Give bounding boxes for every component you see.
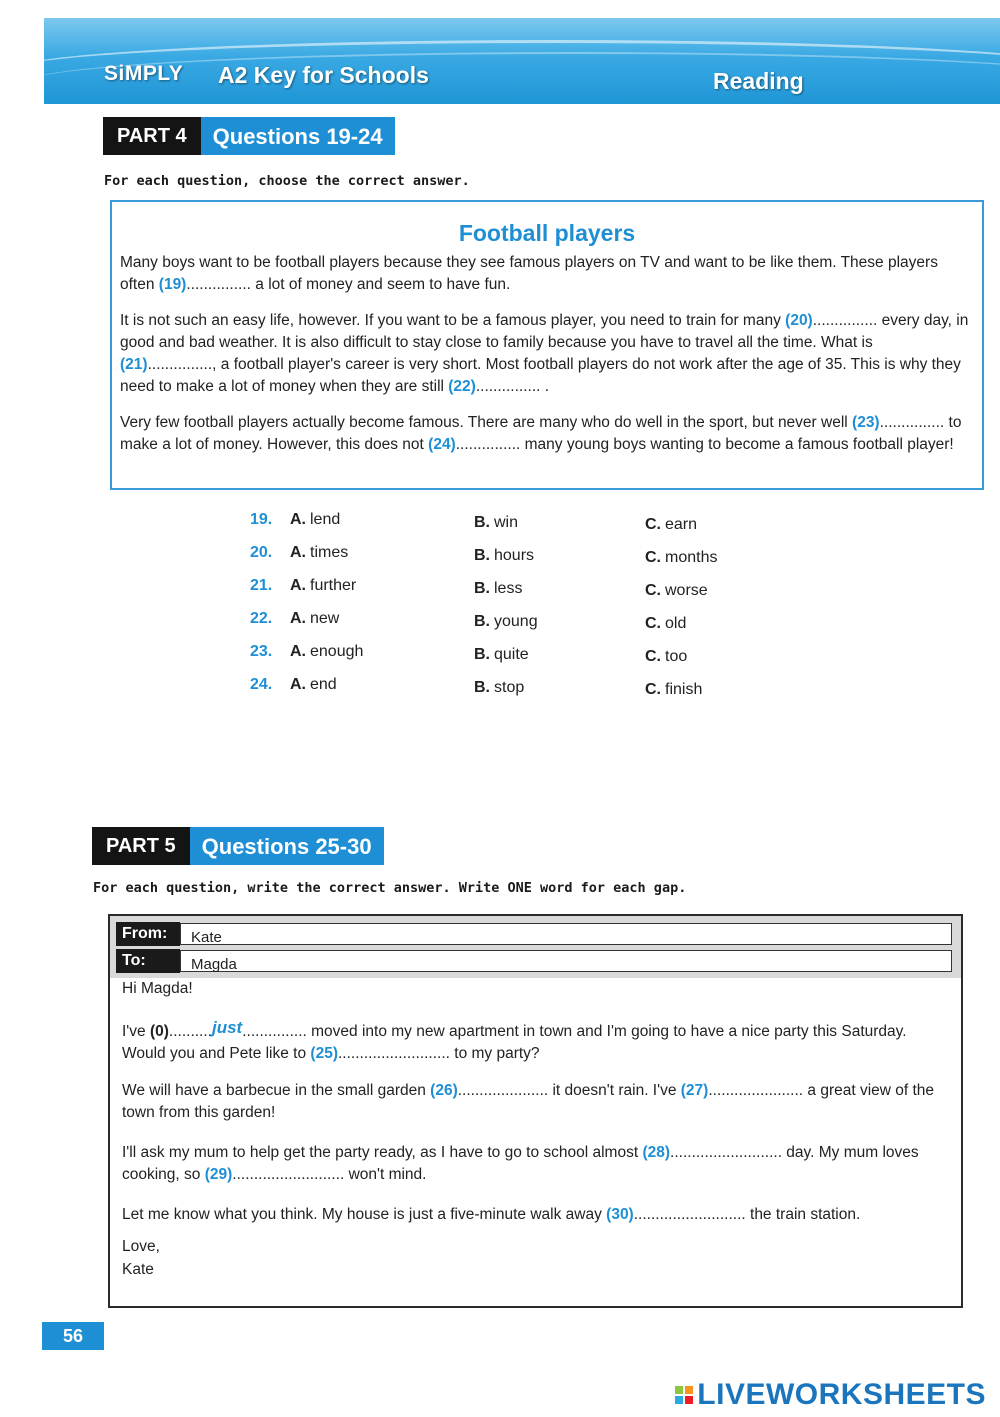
option-letter: A. [290,511,306,528]
answer-row [250,610,770,638]
option-b[interactable] [474,580,522,598]
option-b[interactable] [474,547,534,565]
part4-instruction: For each question, choose the correct answer. [104,173,470,189]
option-text: worse [665,582,708,599]
option-a[interactable] [290,643,363,661]
option-letter: C. [645,615,661,632]
gap-26[interactable]: (26) [430,1082,458,1099]
option-b[interactable] [474,646,529,664]
text-run: ..............., a football player's career is very short. Most football players do not work after the age of 35. This is why they need to make a lot of money when they are still [120,356,961,395]
answer-row [250,511,770,539]
text-run: ............... many young boys wanting to become a famous football player! [455,436,954,453]
option-letter: A. [290,643,306,660]
gap-24[interactable]: (24) [428,436,456,453]
option-text: too [665,648,688,665]
option-letter: A. [290,577,306,594]
text-run: ............... every day, in good and bad weather. It is also difficult to stay close to family because you have to travel all the time. What is [120,312,969,351]
answer-row [250,643,770,671]
text-run: ...................... a great view of the town from this garden! [122,1082,935,1121]
option-text: quite [494,646,529,663]
gap-19[interactable]: (19) [158,276,187,293]
gap-0: (0) [149,1023,169,1040]
question-number: 22. [250,610,273,627]
text-run: .......................... the train station. [633,1206,861,1223]
part4-heading [103,117,395,155]
text-run: .......... [168,1023,212,1040]
option-text: finish [665,681,703,698]
reading-text-box [110,200,984,490]
text-run: We will have a barbecue in the small garden [122,1082,431,1099]
option-text: young [494,613,538,630]
option-text: lend [310,511,341,528]
option-letter: A. [290,544,306,561]
part4-questions-label: Questions 19-24 [201,117,395,155]
reading-paragraph-1 [120,252,972,296]
text-run: I'll ask my mum to help get the party ready, as I have to go to school almost [122,1144,643,1161]
answer-row [250,577,770,605]
option-a[interactable] [290,577,356,595]
option-c[interactable] [645,516,697,534]
option-c[interactable] [645,681,702,699]
to-field: Magda [180,950,952,972]
gap-21[interactable]: (21) [120,356,148,373]
option-b[interactable] [474,514,518,532]
option-text: enough [310,643,364,660]
to-row [116,949,952,973]
option-text: less [494,580,523,597]
option-letter: B. [474,613,490,630]
part5-label: PART 5 [92,827,190,865]
option-text: times [310,544,349,561]
option-letter: C. [645,582,661,599]
email-paragraph-4 [122,1204,942,1226]
question-number: 20. [250,544,273,561]
option-text: months [665,549,718,566]
text-run: ............... . [475,378,550,395]
gap-27[interactable]: (27) [680,1082,709,1099]
option-letter: A. [290,676,306,693]
option-letter: B. [474,547,490,564]
from-field: Kate [180,923,952,945]
question-number: 24. [250,676,273,693]
reading-paragraph-2 [120,310,972,398]
reading-paragraph-3 [120,412,972,456]
reading-title: Football players [458,220,636,246]
watermark-text: LIVEWORKSHEETS [697,1378,986,1411]
option-letter: B. [474,514,490,531]
option-letter: B. [474,679,490,696]
from-row [116,922,952,946]
option-a[interactable] [290,676,337,694]
email-greeting: Hi Magda! [122,980,193,997]
text-run: .......................... to my party? [338,1045,540,1062]
part5-questions-label: Questions 25-30 [190,827,384,865]
from-label: From: [116,922,180,946]
text-run: I've [122,1023,150,1040]
option-c[interactable] [645,648,687,666]
option-letter: C. [645,516,661,533]
option-c[interactable] [645,549,717,567]
gap-25[interactable]: (25) [310,1045,338,1062]
part5-instruction: For each question, write the correct answer. Write ONE word for each gap. [93,880,687,896]
gap-30[interactable]: (30) [606,1206,634,1223]
liveworksheets-logo [675,1378,986,1412]
option-b[interactable] [474,679,524,697]
option-text: further [310,577,357,594]
gap-29[interactable]: (29) [204,1166,233,1183]
text-run: Very few football players actually become famous. There are many who do well in the sport, but never well [120,414,853,431]
option-letter: C. [645,681,661,698]
gap-22[interactable]: (22) [448,378,476,395]
email-box [108,914,963,1308]
part4-label: PART 4 [103,117,201,155]
to-label: To: [116,949,180,973]
email-paragraph-3 [122,1142,942,1186]
text-run: Many boys want to be football players because they see famous players on TV and want to be like them. These players often [120,254,938,293]
page-number: 56 [42,1322,104,1350]
question-number: 23. [250,643,273,660]
option-text: hours [494,547,535,564]
option-letter: B. [474,646,490,663]
option-text: stop [494,679,525,696]
text-run: ..................... it doesn't rain. I've [457,1082,681,1099]
series-title: A2 Key for Schools [218,62,429,88]
gap-20[interactable]: (20) [785,312,813,329]
logo-grid-icon [675,1386,693,1404]
option-letter: C. [645,549,661,566]
email-paragraph-1 [122,1020,942,1065]
option-a[interactable] [290,544,348,562]
header-band [44,18,1000,104]
answer-row [250,676,770,704]
question-number: 21. [250,577,273,594]
option-text: new [310,610,340,627]
option-a[interactable] [290,610,339,628]
text-run: Let me know what you think. My house is just a five-minute walk away [122,1206,607,1223]
email-signature: Kate [122,1261,154,1278]
option-a[interactable] [290,511,340,529]
option-letter: C. [645,648,661,665]
option-letter: B. [474,580,490,597]
gap-28[interactable]: (28) [642,1144,671,1161]
option-letter: A. [290,610,306,627]
option-text: end [310,676,337,693]
text-run: ............... moved into my new apartment in town and I'm going to have a nice party this Saturday. Would you and Pete like to [122,1023,907,1062]
option-text: earn [665,516,698,533]
example-answer: just [211,1018,243,1037]
part5-heading [92,827,384,865]
brand-name: SiMPLY [104,62,184,85]
option-c[interactable] [645,582,708,600]
option-b[interactable] [474,613,538,631]
option-text: old [665,615,687,632]
section-title: Reading [713,68,804,94]
answer-row [250,544,770,572]
email-paragraph-2 [122,1080,942,1124]
option-text: win [494,514,519,531]
text-run: .......................... day. My mum loves cooking, so [122,1144,919,1183]
question-number: 19. [250,511,273,528]
gap-23[interactable]: (23) [852,414,880,431]
option-c[interactable] [645,615,686,633]
text-run: ............... to make a lot of money. However, this does not [120,414,962,453]
text-run: ............... a lot of money and seem to have fun. [186,276,511,293]
email-closing: Love, [122,1238,160,1255]
text-run: It is not such an easy life, however. If you want to be a famous player, you need to train for many [120,312,786,329]
text-run: .......................... won't mind. [232,1166,427,1183]
